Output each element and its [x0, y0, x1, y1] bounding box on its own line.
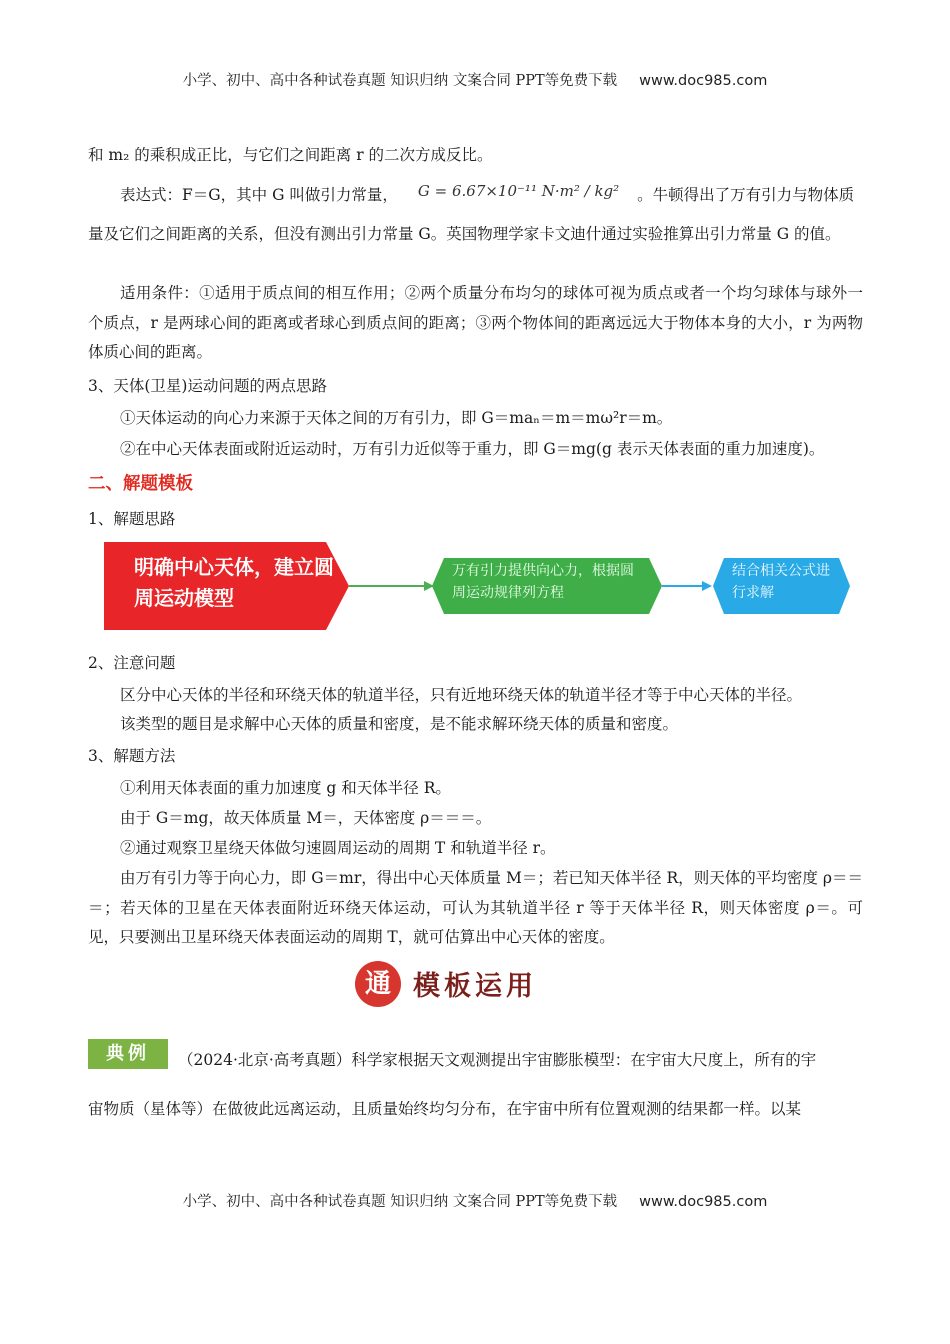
- page-footer: [0, 1190, 950, 1211]
- header-text: 小学、初中、高中各种试卷真题 知识归纳 文案合同 PPT等免费下载: [182, 73, 618, 89]
- note-1: 区分中心天体的半径和环绕天体的轨道半径，只有近地环绕天体的轨道半径才等于中心天体的半径。: [120, 686, 803, 704]
- solution-flowchart: [104, 542, 850, 630]
- subheading-methods: 3、解题方法: [88, 747, 176, 765]
- flow-arrow-2-head: [702, 581, 712, 591]
- method-2-paragraph: 由万有引力等于向心力，即 G＝mr，得出中心天体质量 M＝；若已知天体半径 R，则天体的平均密度 ρ＝＝＝；若天体的卫星在天体表面附近环绕天体运动，可认为其轨道半径 r 等于天体半径 R，则天体密度 ρ＝。可见，只要测出卫星环绕天体表面运动的周期 T，就可估算出中心天体的密度。: [88, 869, 863, 946]
- flow-step3-label: 结合相关公式进行求解: [732, 563, 830, 601]
- method-1-formula: 由于 G＝mg，故天体质量 M＝，天体密度 ρ＝＝＝。: [120, 809, 492, 827]
- section1-heading-3: 3、天体(卫星)运动问题的两点思路: [88, 377, 327, 395]
- note-2: 该类型的题目是求解中心天体的质量和密度，是不能求解环绕天体的质量和密度。: [120, 715, 679, 733]
- template-application-banner: [355, 958, 575, 1008]
- flow-step2-label: 万有引力提供向心力，根据圆周运动规律列方程: [452, 563, 634, 601]
- expression-line: [120, 183, 854, 205]
- expression-text-cont: 。牛顿得出了万有引力与物体质: [637, 186, 855, 204]
- method-1: ①利用天体表面的重力加速度 g 和天体半径 R。: [120, 779, 451, 797]
- conditions-paragraph: 适用条件：①适用于质点间的相互作用；②两个质量分布均匀的球体可视为质点或者一个均匀球体与球外一个质点，r 是两球心间的距离或者球心到质点间的距离；③两个物体间的距离远远大于物体本身的大小，r 为两物体质心间的距离。: [88, 284, 863, 361]
- example-text: （2024·北京·高考真题）科学家根据天文观测提出宇宙膨胀模型：在宇宙大尺度上，所有的宇: [178, 1051, 817, 1069]
- subheading-notes: 2、注意问题: [88, 654, 176, 672]
- footer-site-link[interactable]: www.doc985.com: [639, 1194, 768, 1210]
- method-2: ②通过观察卫星绕天体做匀速圆周运动的周期 T 和轨道半径 r。: [120, 839, 556, 857]
- page-header: [0, 69, 950, 90]
- header-site-link[interactable]: www.doc985.com: [639, 73, 768, 89]
- banner-title: 模板运用: [413, 971, 537, 1002]
- law-line: 和 m₂ 的乘积成正比，与它们之间距离 r 的二次方成反比。: [88, 146, 493, 164]
- footer-text: 小学、初中、高中各种试卷真题 知识归纳 文案合同 PPT等免费下载: [182, 1194, 618, 1210]
- example-badge: 典例: [88, 1039, 168, 1069]
- expression-paragraph: 量及它们之间距离的关系，但没有测出引力常量 G。英国物理学家卡文迪什通过实验推算出引力常量 G 的值。: [88, 225, 841, 243]
- expression-text: 表达式：F＝G，其中 G 叫做引力常量，: [120, 186, 398, 204]
- example-text-cont: 宙物质（星体等）在做彼此远离运动，且质量始终均匀分布，在宇宙中所有位置观测的结果都一样。以某: [88, 1100, 802, 1118]
- subheading-thinking: 1、解题思路: [88, 510, 176, 528]
- gravitational-constant-formula: G = 6.67×10⁻¹¹ N·m² / kg²: [417, 182, 620, 200]
- idea-2: ②在中心天体表面或附近运动时，万有引力近似等于重力，即 G＝mg(g 表示天体表面的重力加速度)。: [120, 440, 825, 458]
- idea-1: ①天体运动的向心力来源于天体之间的万有引力，即 G＝maₙ＝m＝mω²r＝m。: [120, 409, 673, 427]
- flow-step1-label: 明确中心天体，建立圆周运动模型: [134, 555, 334, 610]
- section-title: 二、解题模板: [88, 474, 193, 494]
- seal-icon: 通: [355, 961, 401, 1007]
